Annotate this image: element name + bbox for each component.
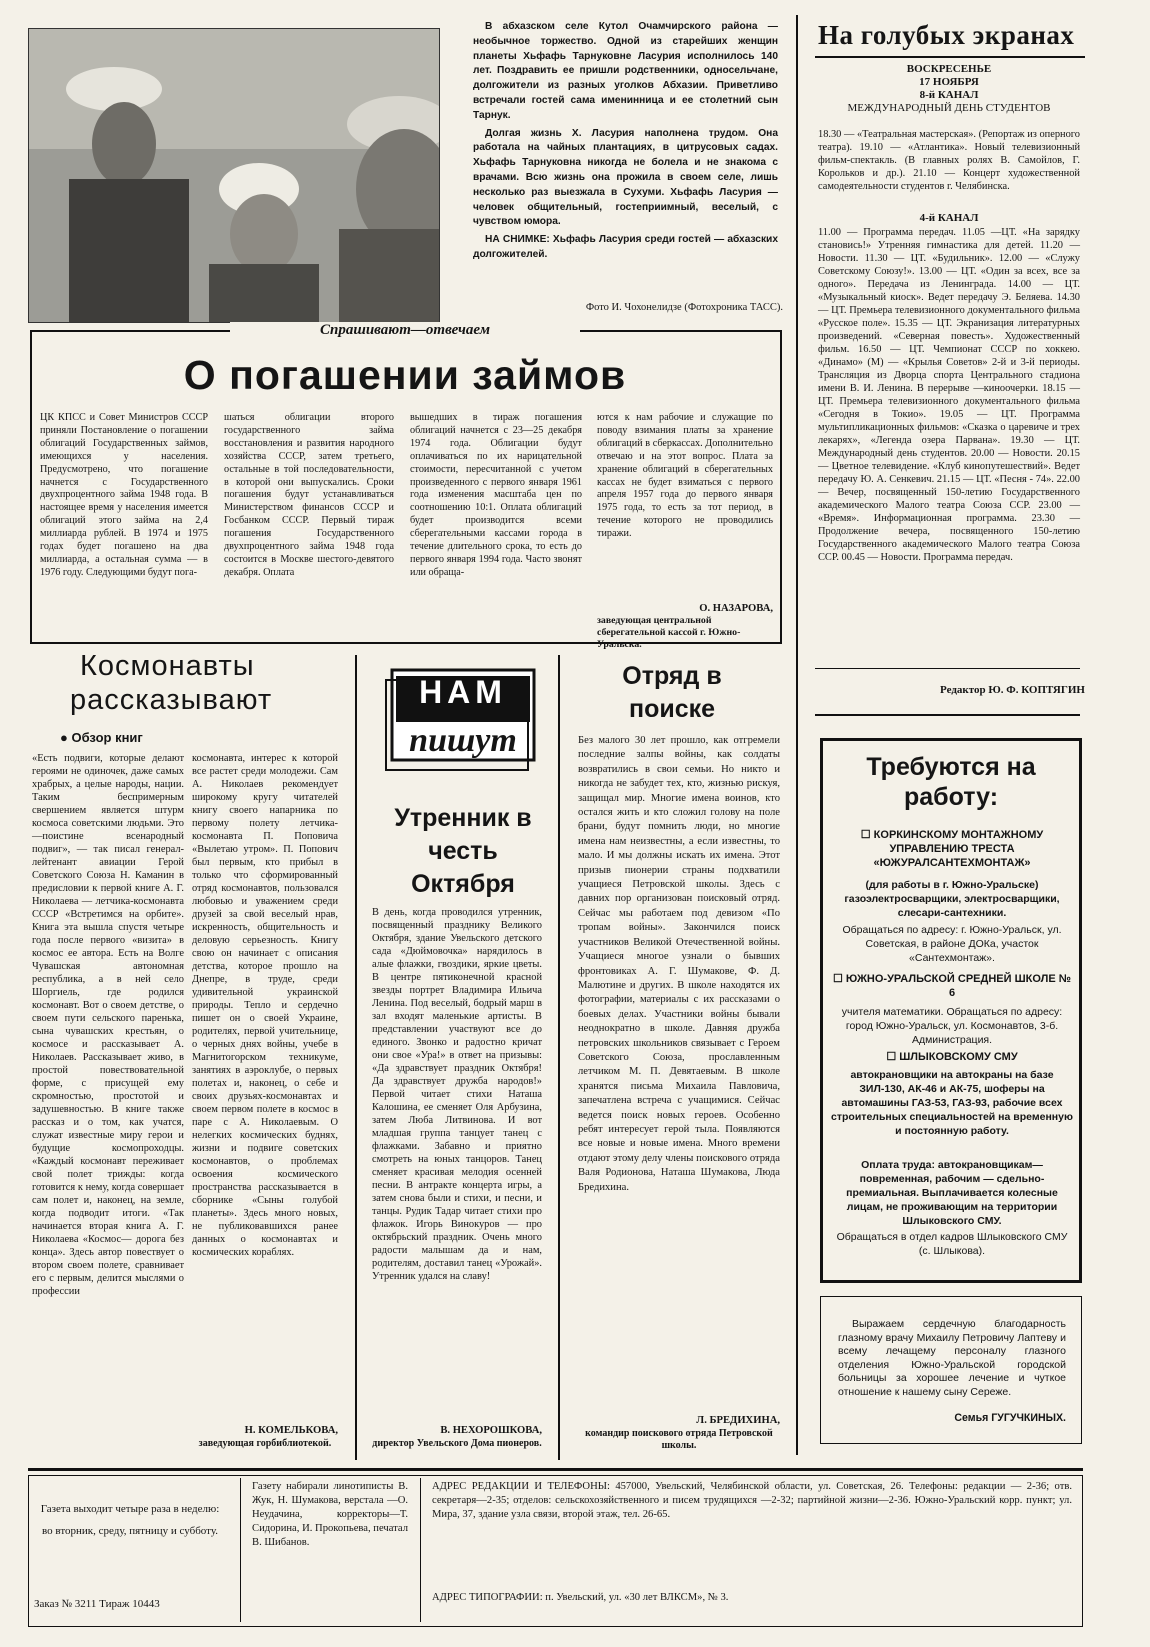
footer-divider-1 [240,1478,241,1622]
cosmo-signature: Н. КОМЕЛЬКОВА, [244,1425,338,1436]
letters-banner-line1: НАМ [419,674,507,710]
footer-schedule: Газета выходит четыре раза в неделю: во вторник, среду, пятницу и субботу. [40,1503,220,1537]
loans-signature-title: заведующая центральной сберегательной кассой г. Южно-Уральска. [597,615,741,650]
jobs-box3-text: автокрановщики на автокраны на базе ЗИЛ-130, АК-46 и АК-75, шоферы на автомашины ГАЗ-53, ГАЗ-93, рабочие всех строительных специальностей на временную и постоянную работу. [831,1069,1073,1137]
loans-col1: ЦК КПСС и Совет Министров СССР приняли Постановление о погашении облигаций Государственных займов, имеющихся у населения. Предусмотрено, что погашение начнется с Государственного двухпроцентного займа 1948 года. В настоящее время у населения имеется облигаций этого займа на 2,4 миллиарда рублей. В 1974 и 1975 годах будет погашено на два миллиарда, а остальная сумма — в 1976 году. Следующими будут пога- [40,412,208,578]
column-divider-3 [558,655,560,1460]
footer-print-address: АДРЕС ТИПОГРАФИИ: п. Увельский, ул. «30 лет ВЛКСМ», № 3. [432,1592,729,1603]
photo-image [29,29,439,322]
jobs-title: Требуются на работу: [866,753,1036,811]
loans-col3: вышедших в тираж погашения облигаций начнется с 23—25 декабря 1974 года. Облигации будут оплачиваться по их нарицательной стоимости, пересчитанной с учетом произведенного с первого января 1961 года изменения масштаба цен по соотношению 10:1. Оплата облигаций будет производится всеми сберегательными кассами города в течение длительного срока, то есть до первого января 1994 года. Часто звонят или обраща- [410,412,582,578]
top-story-p2: Долгая жизнь Х. Ласурия наполнена трудом. Она работала на чайных плантациях, в цитрусовых садах. Хьфафь Тарнуковна никогда не болела и не знакома с врачами. Всю жизнь она прожила в своем селе, лишь несколько раз выезжала в Сухуми. Хьфафь Ласурия — человек общительный, гостеприимный, веселый, с чувством юмора. [473,127,778,228]
tv-channel-4-text: 11.00 — Программа передач. 11.05 —ЦТ. «На зарядку становись!» Утренняя гимнастика для детей. 11.20 — Новости. 11.30 — ЦТ. «Будильник». 12.00 — «Служу Советскому Союзу!». 13.00 — ЦТ. «Один за всех, все за одного». Передача из Ленинграда. 14.00 — ЦТ. «Музыкальный киоск». Ведет передачу Э. Беляева. 14.30 — ЦТ. Премьера телевизионного документального фильма «Русское поле». 15.35 — ЦТ. Экранизация литературных произведений. «Северная повесть». Художественный фильм. 16.50 — ЦТ. Чемпионат СССР по хоккею. «Динамо» (М) — «Крылья Советов» 2-й и 3-й периоды. Трансляция из Дворца спорта Центрального стадиона имени В. И. Ленина. В перерыве —киноочерки. 18.15 — ЦТ. Премьера телевизионного документального фильма «Сегодня в Токио». 19.05 — ЦТ. Программа мультипликационных фильмов: «Сказка о царевиче и трех лекарях», «Легенда озера Парвана». 19.30 — ЦТ. Международный день студентов. 20.00 — Новости. 20.15 — Цветное телевидение. «Клуб кинопутешествий». Ведет передачу Ю. А. Сенкевич. 21.15 — ЦТ. «Песня - 74». 22.00 — Вечер, посвященный 150-летию Государственного академического Малого театра Союза ССР. 23.00 — «Время». Информационная программа. 23.30 — Продолжение вечера, посвященного 150-летию Государственного академического Малого театра Союза ССР. 00.45 — Новости. Программа передач. [818,227,1080,563]
tv-channel-4: 4-й КАНАЛ [919,212,979,224]
cosmo-title-line1: Космонавты [80,650,255,682]
tv-end-rule [815,668,1080,669]
footer-order: Заказ № 3211 Тираж 10443 [34,1598,160,1610]
cosmo-signature-title: заведующая горбиблиотекой. [198,1438,332,1449]
jobs-box1-text: (для работы в г. Южно-Уральске) газоэлектросварщики, электросварщики, слесари-сантехники. [844,879,1060,919]
top-photo [28,28,440,323]
letters-signature: В. НЕХОРОШКОВА, [440,1425,542,1436]
jobs-box2-heading: ☐ ЮЖНО-УРАЛЬСКОЙ СРЕДНЕЙ ШКОЛЕ № 6 [832,973,1072,999]
tv-day: ВОСКРЕСЕНЬЕ [906,63,992,75]
footer-top-rule [28,1468,1083,1471]
loans-title: О погашении займов [183,352,627,398]
thanks-signature: Семья ГУГУЧКИНЫХ. [954,1412,1066,1424]
letters-banner-line2: пишут [409,722,517,759]
loans-kicker: Спрашивают—отвечаем [230,322,580,339]
tv-date: 17 НОЯБРЯ [919,76,979,88]
photo-credit: Фото И. Чохонелидзе (Фотохроника ТАСС). [585,302,783,313]
tv-column-divider [796,15,798,1455]
loans-col4: ются к нам рабочие и служащие по поводу взимания платы за хранение облигаций в сберкассах. Дополнительно отвечаю и на этот вопрос. Плата за хранение облигаций в сберегательных кассах не будет взиматься с первого апреля 1957 года до первого января 1975 года, то есть за тот период, в течение которого не проводились тиражи. [597,412,773,540]
cosmo-title-line2: рассказывают [70,684,273,716]
search-signature-title: командир поискового отряда Петровской школы. [585,1428,773,1451]
search-text: Без малого 30 лет прошло, как отгремели последние залпы войны, как солдаты возвратились в свои семьи. Но никто и никогда не забудет тех, кто, жизнью рискуя, защищал мир. Многие имена воинов, кто остался жить и кто сложил голову на поле брани, будут помнить люди, но многие имена нам неизвестны, а если известны, то мало. И мы должны искать их имена. Этот призыв пионерии страны подхватили учащиеся Петровской школы. Здесь с давних пор организован поисковый отряд. Сейчас мы работаем под девизом «По тропам войны». Закончился поиск участников Великой Отечественной войны. Учащиеся многое узнали о бывших фронтовиках А. Г. Шумакове, Ф. Д. Малютине и других. В школе находятся их фотографии, материалы с их рассказами о боевых делах. Участники войны бывали неоднократно в школе. Давняя дружба петровских школьников связывает с Героем Советского Союза, прославленным летчиком М. П. Девятаевым. В школе хранятся письма Михаила Павловича, запечатлена встреча с учащимися. Сейчас ведется поиск новых героев. Особенно ребят интересует герой тыла. Появляются все новые и новые имена. Много времени отдают этому делу члены поискового отряда Валя Родионова, Наташа Шумакова, Люда Бредихина. [578,735,780,1193]
loans-signature: О. НАЗАРОВА, [699,603,773,614]
tv-title: На голубых экранах [818,20,1075,50]
footer-address: АДРЕС РЕДАКЦИИ И ТЕЛЕФОНЫ: 457000, Увельский, Челябинской области, ул. Советская, 26. Телефоны: редакции — 2-36; отв. секретаря—2-35; отделов: сельскохозяйственного и писем трудящихся —2-32; партийной жизни—2-36. Южно-Уральский корр. пункт; ул. Мира, 37, здание узла связи, второй этаж, тел. 26-65. [432,1481,1072,1520]
jobs-box1-address: Обращаться по адресу: г. Южно-Уральск, ул. Советская, в районе ДОКа, участок «Сантехмонтаж». [842,924,1062,964]
letters-signature-title: директор Увельского Дома пионеров. [372,1438,542,1449]
top-story-text [473,20,778,266]
footer-staff: Газету набирали линотиписты В. Жук, Н. Шумакова, верстала —О. Неудачина, корректоры—Т. Сидорина, И. Прокопьева, печатал В. Шибанов. [252,1481,408,1548]
cosmo-col2: космонавта, интерес к которой все растет среди молодежи. Сам А. Николаев рекомендует широкому кругу читателей книгу своего напарника по первому полету летчика-космонавта П. Поповича «Вылетаю утром». П. Попович был первым, кто прибыл в только что сформированный отряд космонавтов, пользовался любовью и уважением среди друзей за свой веселый нрав, искренность, общительность и деловую серьезность. Книгу свою он начинает с описания детства, которое прошло на Днепре, в труде, среди удивительной украинской природы. Тепло и сердечно пишет он о своей Украине, родителях, первой учительнице, о черных днях войны, учебе в Магнитогорском техникуме, занятиях в аэроклубе, о первых полетах и, наконец, о себе и своих друзьях-космонавтах и своем первом полете в космос в паре с А. Николаевым. О нелегких космических буднях, жизни и подвиге советских космонавтов, о проблемах освоения космического пространства рассказывается в сборнике «Сыны голубой планеты». Здесь много новых, не публиковавшихся ранее данных о космонавтах и космических кораблях. [192,753,338,1258]
tv-channel-8-sub: МЕЖДУНАРОДНЫЙ ДЕНЬ СТУДЕНТОВ [847,102,1051,114]
jobs-box2-text: учителя математики. Обращаться по адресу: город Южно-Уральск, ул. Космонавтов, 3-б. Администрация. [841,1006,1063,1046]
tv-channel-8: 8-й КАНАЛ [919,89,979,101]
letters-title: Утренник в честь Октября [394,804,532,898]
letters-text: В день, когда проводился утренник, посвященный празднику Великого Октября, здание Увельского детского сада «Дюймовочка» нарядилось в алые флажки, гвоздики, яркие цветы. В центре пятиконечной красной звезды портрет Владимира Ильича Ленина. Под веселый, бодрый марш в зал входят маленькие артисты. В представлении участвуют все до единого. Звонко и радостно кричат они свое «Ура!» в ответ на призывы: «Да здравствует праздник Октября! Да здравствует дружба народов!» Первой читает стихи Наташа Калошина, ее сменяет Оля Арбузина, затем Люба Литвинова. И вот младшая группа танцует танец с флажками. Забавно и приятно смотреть на юных танцоров. Танец сменяет красивая мелодия осенней песни. В антракте концерта игры, а затем снова были и стихи, и песни, и танцы. Рудик Тадар читает стихи про флажок. Игорь Винокуров — про октябрьский праздник. Очень много радости малышам да и нам, родителям, доставил танец «Урожай». Утренник удался на славу! [372,907,542,1282]
jobs-box1-heading: ☐ КОРКИНСКОМУ МОНТАЖНОМУ УПРАВЛЕНИЮ ТРЕСТА «ЮЖУРАЛСАНТЕХМОНТАЖ» [860,829,1044,869]
search-title: Отряд в поиске [622,662,722,723]
jobs-box3-heading: ☐ ШЛЫКОВСКОМУ СМУ [886,1051,1018,1063]
cosmo-kicker: ● Обзор книг [60,730,143,745]
column-divider-2 [355,655,357,1460]
tv-title-rule [815,56,1085,58]
top-story-p1: В абхазском селе Кутол Очамчирского района — необычное торжество. Одной из старейших женщин планеты Хьфафь Тарнуковне Ласурия исполнилось 140 лет. Поздравить ее пришли родственники, односельчане, долгожители из разных уголков Абхазии. Приветливо встречали гостей сама именинница и ее столетний сын Тарнук. [473,21,778,121]
footer-divider-2 [420,1478,421,1622]
jobs-box3-pay: Оплата труда: автокрановщикам—повременная, рабочим — сдельно-премиальная. Выплачивается колесные лицам, не проживающим на территории Шлыковского СМУ. [846,1159,1058,1227]
cosmo-col1: «Есть подвиги, которые делают героями не одиночек, даже самых храбрых, а целые народы, нации. Таким беспримерным свершением является штурм космоса советскими людьми. Это —поистине всенародный подвиг», — так писал генерал-лейтенант авиации Герой Советского Союза Н. Каманин в предисловии к первой книге А. Г. Николаева — летчика-космонавта СССР «Встретимся на орбите». Книга эта вышла спустя четыре года после первого «визита» в космос ее автора. Есть на Волге Чувашская автономная республика, а в ней село Шоргиель, где родился космонавт. Вот о своем детстве, о своем пути сельского паренька, сына чувашских крестьян, о космосе и рассказывает А. Николаев. Рассказывает живо, в простой повествовательной форме, с присущей ему скромностью, простотой и задушевностью. В книге также рассказ и о том, как учатся, служат известные миру герои и будущие космопроходцы. «Каждый космонавт переживает свой полет трижды: когда готовится к нему, когда совершает сам полет и, наконец, на земле, когда подводит итоги. «Так начинается вторая книга А. Г. Николаева «Космос— дорога без конца». Здесь автор повествует о втором своем полете, сравнивает его с первым, делится мыслями о профессии [32,753,184,1297]
loans-col2: шаться облигации второго государственного займа восстановления и развития народного хозяйства СССР, затем третьего, остальные в той последовательности, в которой они выпускались. Сроки погашения будут устанавливаться Министерством финансов СССР и Госбанком СССР. Первый тираж погашения Государственного двухпроцентного займа 1948 года состоится в Москве шестого-девятого декабря. Оплата [224,412,394,578]
editor-line: Редактор Ю. Ф. КОПТЯГИН [940,684,1085,696]
top-story-caption: НА СНИМКЕ: Хьфафь Ласурия среди гостей — абхазских долгожителей. [473,234,778,260]
jobs-box3-address: Обращаться в отдел кадров Шлыковского СМУ (с. Шлыкова). [836,1231,1068,1257]
search-signature: Л. БРЕДИХИНА, [696,1415,780,1426]
editor-rule [815,714,1080,716]
thanks-text: Выражаем сердечную благодарность глазному врачу Михаилу Петровичу Лаптеву и всему лечащему персоналу глазного отделения Южно-Уральской городской больницы за хорошее лечение и чуткое отношение к нашему сыну Сереже. [838,1318,1066,1398]
tv-channel-8-text: 18.30 — «Театральная мастерская». (Репортаж из оперного театра). 19.10 — «Атлантика». Новый телевизионный фильм-спектакль. (В главных ролях В. Самойлов, Г. Корольков и др.). 21.10 — Концерт художественной самодеятельности студентов г. Челябинска. [818,129,1080,192]
